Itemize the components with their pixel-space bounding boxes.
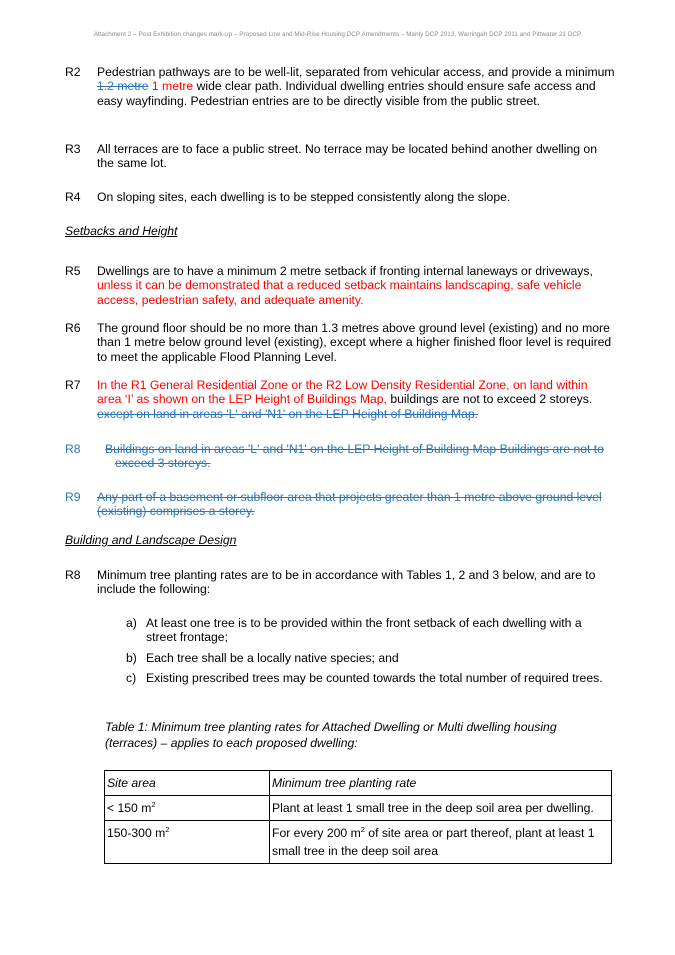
list-item (126, 651, 606, 665)
rule-r2 (65, 65, 615, 108)
rule-r3 (65, 142, 615, 171)
rule-text: Any part of a basement or subfloor area that projects greater than 1 metre above ground level (existing) comprises a storey. (97, 490, 602, 519)
list-text: Existing prescribed trees may be counted towards the total number of required trees. (146, 670, 603, 685)
table-row (105, 821, 612, 864)
rule-r6 (65, 321, 615, 364)
rule-r7 (65, 378, 615, 421)
rule-number: R9 (65, 490, 81, 504)
table-caption: Table 1: Minimum tree planting rates for Attached Dwelling or Multi dwelling housing (terraces) – applies to each proposed dwelling: (105, 720, 557, 750)
list-item (126, 616, 606, 645)
rule-text: Pedestrian pathways are to be well-lit, separated from vehicular access, and provide a minimum 1.2 metre 1 metre wide clear path. Individual dwelling entries should ensure safe access and easy wayfinding. Pedestrian entries are to be directly visible from the public street. (97, 65, 615, 108)
table-header: Site area (105, 771, 270, 796)
rule-text: The ground floor should be no more than 1.3 metres above ground level (existing) and no more than 1 metre below ground level (existing), except where a higher finished floor level is required to meet the applicable Flood Planning Level. (97, 321, 612, 364)
rule-text: In the R1 General Residential Zone or the R2 Low Density Residential Zone, on land within area ‘I’ as shown on the LEP Height of Buildings Map, buildings are not to exceed 2 storeys. except on land in areas 'L' and 'N1' on the LEP Height of Building Map. (97, 378, 593, 421)
rule-number: R6 (65, 321, 81, 335)
table-row (105, 796, 612, 821)
rule-r5 (65, 264, 615, 307)
table-header-row (105, 771, 612, 796)
list-item (126, 671, 606, 685)
table-cell-area: < 150 $m^2$ (105, 796, 270, 821)
list-label: b) (126, 650, 137, 665)
rule-number: R8 (65, 568, 81, 582)
rule-number: R4 (65, 190, 81, 204)
deleted-text: except on land in areas 'L' and 'N1' on the LEP Height of Building Map. (97, 406, 479, 421)
rule-number: R3 (65, 142, 81, 156)
rule-number: R2 (65, 65, 81, 79)
rule-text: Minimum tree planting rates are to be in accordance with Tables 1, 2 and 3 below, and are to include the following: (97, 568, 596, 597)
table-cell-rate: Plant at least 1 small tree in the deep soil area per dwelling. (270, 796, 612, 821)
inserted-text: 1 metre (151, 79, 194, 94)
deleted-text: 1.2 metre (97, 79, 149, 94)
rule-r4 (65, 190, 615, 204)
subheading-design: Building and Landscape Design (65, 533, 237, 547)
rule-text: All terraces are to face a public street. No terrace may be located behind another dwelling on the same lot. (97, 142, 597, 171)
rule-number: R5 (65, 264, 81, 278)
rule-number: R7 (65, 378, 81, 392)
rule-r9-deleted (65, 490, 615, 519)
list-text: Each tree shall be a locally native species; and (146, 650, 399, 665)
rule-text: On sloping sites, each dwelling is to be stepped consistently along the slope. (97, 190, 511, 204)
table-cell-area: 150-300 $m^2$ (105, 821, 270, 864)
requirements-list (126, 616, 606, 691)
rule-text: Buildings on land in areas 'L' and 'N1' on the LEP Height of Building Map Buildings are not to exceed 3 storeys. (105, 442, 604, 471)
rule-number: R8 (65, 442, 81, 456)
rule-r8-deleted (65, 442, 615, 471)
table-cell-rate: For every 200 $m^2$ of site area or part thereof, plant at least 1 small tree in the deep soil area (270, 821, 612, 864)
inserted-text: unless it can be demonstrated that a reduced setback maintains landscaping, safe vehicle access, pedestrian safety, and adequate amenity. (97, 278, 582, 307)
rule-r8 (65, 568, 615, 597)
table-header: Minimum tree planting rate (270, 771, 612, 796)
list-label: a) (126, 616, 137, 630)
rule-text: Dwellings are to have a minimum 2 metre setback if fronting internal laneways or driveways, unless it can be demonstrated that a reduced setback maintains landscaping, safe vehicle access, pedestrian safety, and adequate amenity. (97, 264, 593, 307)
subheading-setbacks: Setbacks and Height (65, 224, 178, 238)
page-header: Attachment 2 – Post Exhibition changes mark-up – Proposed Low and Mid-Rise Housing DCP Amendments – Manly DCP 2013, Warringah DCP 2011 and Pittwater 21 DCP (93, 31, 582, 38)
list-label: c) (126, 670, 137, 685)
tree-planting-table (104, 770, 612, 864)
list-text: At least one tree is to be provided within the front setback of each dwelling with a street frontage; (146, 616, 582, 645)
inserted-text: In the R1 General Residential Zone or the R2 Low Density Residential Zone, on land within area ‘I’ as shown on the LEP Height of Buildings Map, (97, 378, 588, 407)
